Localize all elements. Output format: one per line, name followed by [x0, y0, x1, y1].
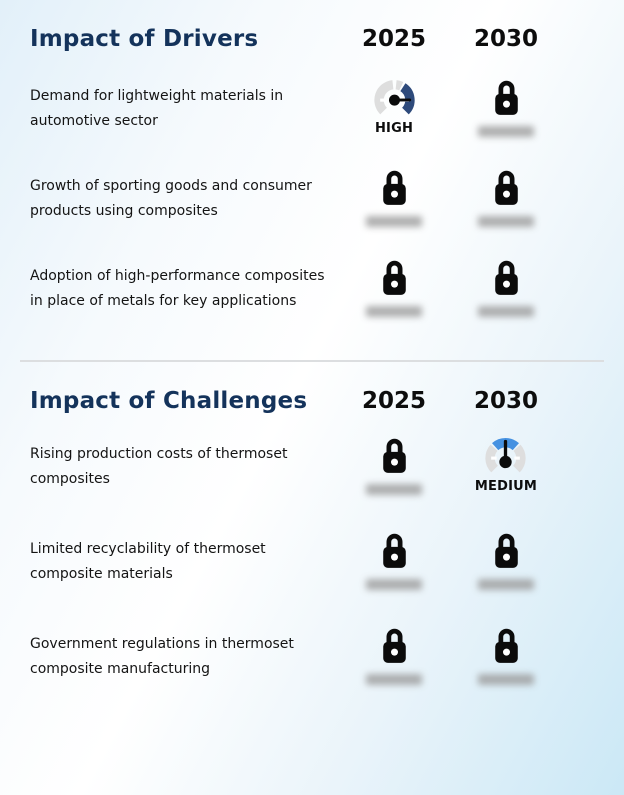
lock-icon	[490, 531, 523, 572]
redacted-value-blur	[366, 216, 422, 227]
table-row	[0, 256, 624, 346]
value-cell-2030	[450, 256, 562, 317]
redacted-value-blur	[478, 579, 534, 590]
locked-value	[366, 436, 422, 495]
table-row	[0, 624, 624, 719]
description-line: products using composites	[30, 203, 218, 219]
lock-icon	[490, 78, 523, 119]
description-line: composite manufacturing	[30, 661, 211, 677]
row-description	[30, 624, 338, 682]
challenges-header-row	[0, 362, 624, 414]
row-description	[30, 529, 338, 587]
table-row	[0, 434, 624, 529]
description-line: automotive sector	[30, 113, 158, 129]
lock-icon	[378, 258, 411, 299]
value-cell-2030	[450, 166, 562, 227]
year-header-2030: 2030	[473, 388, 538, 414]
gauge-level-label: MEDIUM	[474, 479, 538, 494]
value-cell-2025	[338, 434, 450, 495]
description-line: Growth of sporting goods and consumer	[30, 178, 312, 194]
table-row	[0, 529, 624, 624]
lock-icon	[378, 436, 411, 477]
value-cell-2025	[338, 529, 450, 590]
locked-value	[366, 258, 422, 317]
lock-icon	[378, 531, 411, 572]
locked-value	[366, 626, 422, 685]
redacted-value-blur	[366, 306, 422, 317]
table-row	[0, 76, 624, 166]
drivers-section	[0, 0, 624, 346]
locked-value	[478, 168, 534, 227]
redacted-value-blur	[478, 306, 534, 317]
redacted-value-blur	[366, 674, 422, 685]
description-line: Demand for lightweight materials in	[30, 88, 284, 104]
lock-icon	[490, 626, 523, 667]
gauge-medium-icon	[479, 436, 532, 478]
value-cell-2030	[450, 76, 562, 137]
challenges-rows	[0, 434, 624, 719]
description-line: in place of metals for key applications	[30, 293, 297, 309]
value-cell-2030	[450, 624, 562, 685]
redacted-value-blur	[478, 216, 534, 227]
lock-icon	[490, 168, 523, 209]
impact-gauge-high	[368, 78, 421, 136]
locked-value	[478, 531, 534, 590]
gauge-high-icon	[368, 78, 421, 120]
redacted-value-blur	[478, 674, 534, 685]
table-row	[0, 166, 624, 256]
lock-icon	[490, 258, 523, 299]
gauge-level-label: HIGH	[374, 121, 414, 136]
redacted-value-blur	[366, 484, 422, 495]
locked-value	[478, 78, 534, 137]
redacted-value-blur	[366, 579, 422, 590]
year-header-2025: 2025	[361, 26, 426, 52]
value-cell-2030	[450, 434, 562, 494]
drivers-header-row	[0, 0, 624, 52]
value-cell-2025	[338, 166, 450, 227]
drivers-rows	[0, 76, 624, 346]
locked-value	[478, 258, 534, 317]
year-header-2025: 2025	[361, 388, 426, 414]
locked-value	[366, 168, 422, 227]
value-cell-2025	[338, 624, 450, 685]
year-header-2030: 2030	[473, 26, 538, 52]
lock-icon	[378, 168, 411, 209]
locked-value	[478, 626, 534, 685]
value-cell-2030	[450, 529, 562, 590]
description-line: Adoption of high-performance composites	[30, 268, 325, 284]
locked-value	[366, 531, 422, 590]
value-cell-2025	[338, 256, 450, 317]
row-description	[30, 434, 338, 492]
description-line: composites	[30, 471, 110, 487]
description-line: composite materials	[30, 566, 173, 582]
challenges-section	[0, 362, 624, 719]
description-line: Rising production costs of thermoset	[30, 446, 288, 462]
row-description	[30, 256, 338, 314]
impact-gauge-medium	[475, 436, 537, 494]
page-title: Impact of Challenges	[30, 388, 308, 414]
description-line: Limited recyclability of thermoset	[30, 541, 266, 557]
row-description	[30, 166, 338, 224]
description-line: Government regulations in thermoset	[30, 636, 294, 652]
lock-icon	[378, 626, 411, 667]
redacted-value-blur	[478, 126, 534, 137]
value-cell-2025	[338, 76, 450, 136]
row-description	[30, 76, 338, 134]
page-title: Impact of Drivers	[30, 26, 259, 52]
